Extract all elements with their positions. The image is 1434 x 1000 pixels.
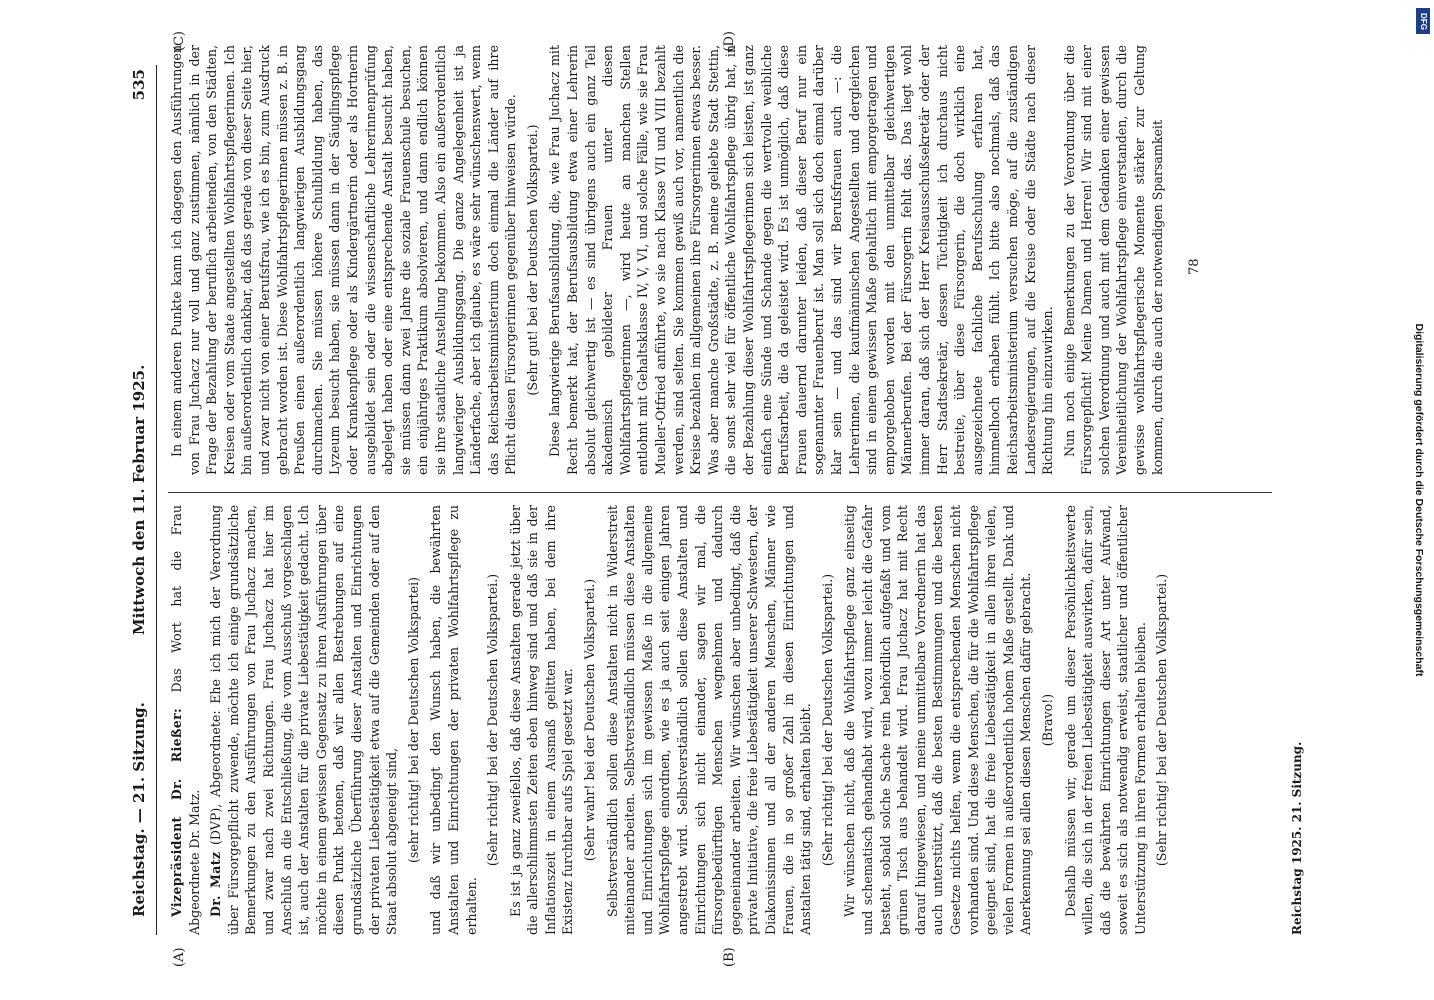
interjection: (Sehr richtig! bei der Deutschen Volkspartei.) — [1154, 573, 1170, 867]
paragraph: Deshalb müssen wir, gerade um dieser Persönlichkeitswerte willen, die sich in der freien Liebestätigkeit auswirken, dafür sein, daß die bewährten Einrichtungen dieser Art unter Aufwand, soweit es sich als notwendig erweist, staatlicher und öffentlicher Unterstützung in ihren Formen erhalten bleiben. — [1062, 505, 1148, 935]
header-date: Mittwoch den 11. Februar 1925. — [130, 364, 148, 635]
margin-marker-a: (A) — [172, 947, 187, 967]
page-number: 535 — [130, 69, 148, 101]
header-session: Reichstag. — 21. Sitzung. — [130, 702, 148, 917]
left-column — [168, 505, 1302, 935]
digitization-credit — [1408, 0, 1430, 1000]
paragraph-text: Das Wort hat die Frau Abgeordnete Dr. Matz. — [169, 505, 202, 935]
paragraph — [207, 505, 401, 935]
interjection: (Sehr richtig! bei der Deutschen Volkspartei.) — [485, 573, 501, 867]
margin-marker-b: (B) — [722, 947, 737, 967]
interjection: (Sehr richtig! bei der Deutschen Volkspartei.) — [819, 573, 835, 867]
paragraph — [168, 505, 203, 935]
footer-sheet-number: 78 — [1187, 258, 1202, 275]
dfg-logo-text: DFG — [1418, 12, 1428, 30]
dfg-logo — [1416, 8, 1430, 34]
interjection: (Sehr gut! bei der Deutschen Volkspartei.) — [524, 124, 540, 396]
margin-marker-c: (C) — [172, 31, 187, 52]
paragraph: Nun noch einige Bemerkungen zu der Verordnung über die Fürsorgepflicht! Meine Damen und Herren! Wir sind mit einer solchen Verordnung und auch mit dem Gedanken einer gewissen Vereinheitlichung der Wohlfahrtspflege einverstanden, durch die gewisse wohlfahrtspflegerische Momente stärker zur Geltung kommen, durch die auch der notwendigen Sparsamkeit — [1061, 45, 1165, 475]
paragraph: Wir wünschen nicht, daß die Wohlfahrtspflege ganz einseitig und schematisch gehandhabt wird, wozu immer leicht die Gefahr besteht, sobald solche Sache rein behördlich aufgefaßt und vom grünen Tisch aus behandelt wird. Frau Juchacz hat mit Recht darauf hingewiesen, und meine unmittelbare Vorrednerin hat das auch unterstützt, daß die besten Bestimmungen und die besten Gesetze nichts helfen, wenn die entsprechenden Menschen nicht vorhanden sind. Und diese Menschen, die für die Wohlfahrtspflege geeignet sind, hat die freie Liebestätigkeit in allen ihren vielen, vielen Formen in außerordentlich hohem Maße gestellt. Dank und Anerkennung sei allen diesen Menschen dafür gebracht. — [842, 505, 1034, 935]
paragraph: Selbstverständlich sollen diese Anstalten nicht in Widerstreit miteinander arbeiten. Selbstverständlich müssen diese Anstalten und Einrichtungen sich im gewissen Maße in die allgemeine Wohlfahrtspflege einordnen, wie es ja auch seit einigen Jahren angestrebt wird. Selbstverständlich sollen diese Anstalten und Einrichtungen sich nicht einander, sagen wir mal, die fürsorgebedürftigen Menschen wegnehmen und dadurch gegeneinander arbeiten. Wir wünschen aber unbedingt, daß die private Initiative, die freie Liebestätigkeit unserer Schwestern, der Diakonissinnen und all der anderen Menschen, Männer wie Frauen, die in so großer Zahl in diesen Einrichtungen und Anstalten tätig sind, erhalten bleibt. — [604, 505, 814, 935]
speaker-name: Vizepräsident Dr. Rießer: — [169, 708, 184, 917]
column-divider — [168, 492, 1272, 493]
paragraph: In einem anderen Punkte kann ich dagegen den Ausführungen von Frau Juchacz nur voll und ganz zustimmen, nämlich in der Frage der Bezahlung der beruflich arbeitenden, von den Städten, Kreisen oder vom Staate angestellten Wohlfahrtspflegerinnen. Ich bin außerordentlich dankbar, daß das gerade von dieser Seite hier, und zwar nicht von einer Berufsfrau, wie ich es bin, zum Ausdruck gebracht worden ist. Diese Wohlfahrtspflegerinnen müssen z. B. in Preußen einen außerordentlich langwierigen Ausbildungsgang durchmachen. Sie müssen höhere Schulbildung haben, das Lyzeum besucht haben, sie müssen dann in der Säuglingspflege oder Krankenpflege oder als Kindergärtnerin oder als Hortnerin ausgebildet sein oder die wissenschaftliche Lehrerinnenprüfung abgelegt haben oder eine entsprechende Anstalt besucht haben, sie müssen dann zwei Jahre die soziale Frauenschule besuchen, ein einjähriges Praktikum absolvieren, und dann endlich können sie ihre staatliche Anstellung bekommen. Also ein außerordentlich langwieriger Ausbildungsgang. Die ganze Angelegenheit ist ja Länderfache, aber ich glaube, es wäre sehr wünschenswert, wenn das Reichsarbeitsministerium doch einmal die Länder auf ihre Pflicht diesen Fürsorgerinnen gegenüber hinweisen würde. — [169, 45, 519, 475]
interjection: (Bravo!) — [1039, 693, 1055, 747]
paragraph: und daß wir unbedingt den Wunsch haben, die bewährten Anstalten und Einrichtungen der privaten Wohlfahrtspflege zu erhalten. — [428, 505, 479, 935]
page-header — [122, 65, 157, 935]
interjection: (sehr richtig! bei der Deutschen Volkspartei) — [405, 576, 421, 864]
paragraph-text: (DVP), Abgeordnete: Ehe ich mich der Verordnung über Fürsorgepflicht zuwende, möchte ich einige grundsätzliche Bemerkungen zu den Ausführungen von Frau Juchacz machen, und zwar nach zwei Richtungen. Frau Juchacz hat hier im Anschluß an die Entschließung, die vom Ausschuß vorgeschlagen ist, auch der Anstalten für die private Liebestätigkeit gedacht. Ich möchte in einem gewissen Gegensatz zu ihren Ausführungen über diesen Punkt betonen, daß wir allen Bestrebungen auf eine grundsätzliche Überführung dieser Anstalten und Einrichtungen der privaten Liebestätigkeit etwa auf die Gemeinden oder auf den Staat absolut abgeneigt sind, — [208, 504, 400, 935]
credit-text: Digitalisierung gefördert durch die Deutsche Forschungsgemeinschaft — [1413, 323, 1425, 677]
footer-session: Reichstag 1925. 21. Sitzung. — [1290, 741, 1304, 935]
paragraph: Diese langwierige Berufsausbildung, die, wie Frau Juchacz mit Recht bemerkt hat, der Berufsausbildung etwa einer Lehrerin absolut gleichwertig ist — es sind übrigens auch ein ganz Teil akademisch gebildeter Frauen unter diesen Wohlfahrtspflegerinnen —, wird heute an manchen Stellen entlohnt mit Gehaltsklasse IV, V, VI, und solche Fälle, wie sie Frau Mueller-Otfried anführte, wo sie nach Klasse VII und VIII bezahlt werden, sind selten. Sie kommen gewiß auch vor, namentlich die Kreise bezahlen im allgemeinen ihre Fürsorgerinnen etwas besser. Was aber manche Großstädte, z. B. meine geliebte Stadt Stettin, die sonst sehr viel für öffentliche Wohlfahrtspflege übrig hat, in der Bezahlung dieser Wohlfahrtspflegerinnen sich leisten, ist ganz einfach eine Sünde und Schande gegen die wertvolle weibliche Berufsarbeit, die da geleistet wird. Es ist unmöglich, daß diese Frauen dauernd darunter leiden, daß dieser Beruf nur ein sogenannter Frauenberuf ist. Man soll sich doch einmal darüber klar sein — und das sind wir Berufsfrauen auch —: die Lehrerinnen, die kaufmännischen Angestellten und dergleichen sind in einem gewissen Maße gehaltlich mit emporgetragen und emporgehoben worden mit den unmittelbar gleichwertigen Männerberufen. Bei der Fürsorgerin fehlt das. Das liegt wohl immer daran, daß sich der Herr Kreisausschußsekretär oder der Herr Stadtsekretär, dessen Tüchtigkeit ich durchaus nicht bestreite, über diese Fürsorgerin, die doch wirklich eine ausgezeichnete fachliche Berufsschulung erfahren hat, himmelhoch erhaben fühlt. Ich bitte also nochmals, daß das Reichsarbeitsministerium versuchen möge, auf die zuständigen Landesregierungen, auf die Kreise oder die Städte nach dieser Richtung hin einzuwirken. — [547, 45, 1056, 475]
speaker-name: Dr. Matz — [208, 851, 224, 917]
interjection: (Sehr wahr! bei der Deutschen Volkspartei.) — [582, 578, 598, 862]
right-column — [168, 45, 1302, 475]
rotated-document-page — [102, 25, 1332, 975]
margin-marker-d: (D) — [722, 31, 737, 52]
paragraph: Es ist ja ganz zweifellos, daß diese Anstalten gerade jetzt über die allerschlimmsten Zeiten eben hinweg sind und daß sie in der Inflationszeit in einem Ausmaß gelitten haben, bei dem ihre Existenz furchtbar aufs Spiel gesetzt war. — [507, 505, 576, 935]
